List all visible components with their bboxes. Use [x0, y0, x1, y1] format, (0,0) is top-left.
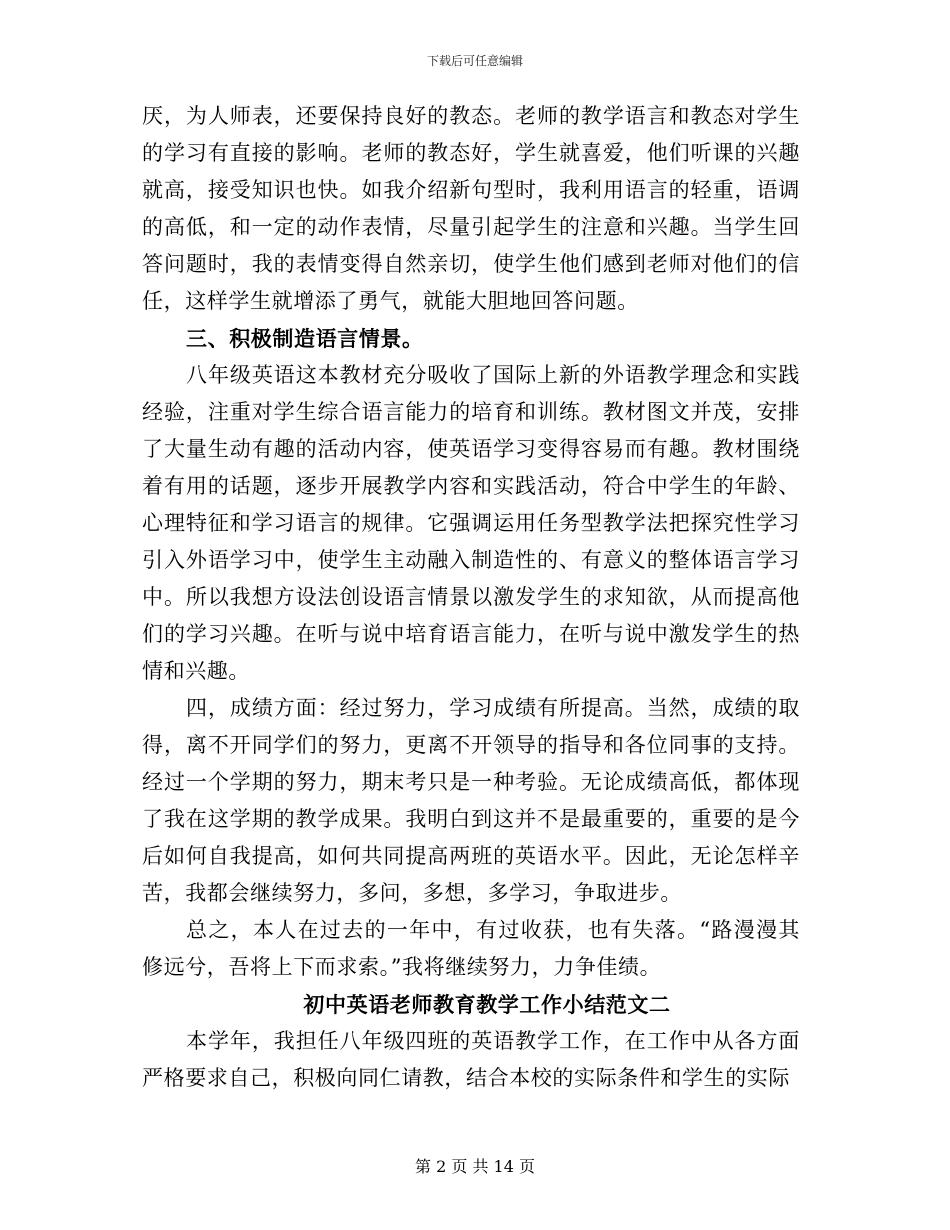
section-heading-3: 三、积极制造语言情景。 [186, 326, 424, 351]
section-title: 初中英语老师教育教学工作小结范文二 [303, 992, 671, 1017]
paragraph-summary: 总之，本人在过去的一年中，有过收获，也有失落。“路漫漫其修远兮，吾将上下而求索。”我将继续努力，力争佳绩。 [142, 918, 800, 979]
page-footer: 第 2 页 共 14 页 [415, 1157, 535, 1176]
paragraph-4: 四，成绩方面：经过努力，学习成绩有所提高。当然，成绩的取得，离不开同学们的努力，更离不开领导的指导和各位同事的支持。经过一个学期的努力，期末考只是一种考验。无论成绩高低，都体现了我在这学期的教学成果。我明白到这并不是最重要的，重要的是今后如何自我提高，如何共同提高两班的英语水平。因此，无论怎样辛苦，我都会继续努力，多问，多想，多学习，争取进步。 [142, 696, 800, 905]
paragraph-continued: 厌，为人师表，还要保持良好的教态。老师的教学语言和教态对学生的学习有直接的影响。老师的教态好，学生就喜爱，他们听课的兴趣就高，接受知识也快。如我介绍新句型时，我利用语言的轻重，语调的高低，和一定的动作表情，尽量引起学生的注意和兴趣。当学生回答问题时，我的表情变得自然亲切，使学生他们感到老师对他们的信任，这样学生就增添了勇气，就能大胆地回答问题。 [142, 104, 800, 313]
document-body [142, 98, 800, 1097]
paragraph-3: 八年级英语这本教材充分吸收了国际上新的外语教学理念和实践经验，注重对学生综合语言能力的培育和训练。教材图文并茂，安排了大量生动有趣的活动内容，使英语学习变得容易而有趣。教材围绕着有用的话题，逐步开展教学内容和实践活动，符合中学生的年龄、心理特征和学习语言的规律。它强调运用任务型教学法把探究性学习引入外语学习中，使学生主动融入制造性的、有意义的整体语言学习中。所以我想方设法创设语言情景以激发学生的求知欲，从而提高他们的学习兴趣。在听与说中培育语言能力，在听与说中激发学生的热情和兴趣。 [142, 363, 800, 683]
page-header: 下载后可任意编辑 [426, 54, 523, 68]
paragraph-intro: 本学年，我担任八年级四班的英语教学工作，在工作中从各方面严格要求自己，积极向同仁请教，结合本校的实际条件和学生的实际 [142, 1029, 800, 1090]
